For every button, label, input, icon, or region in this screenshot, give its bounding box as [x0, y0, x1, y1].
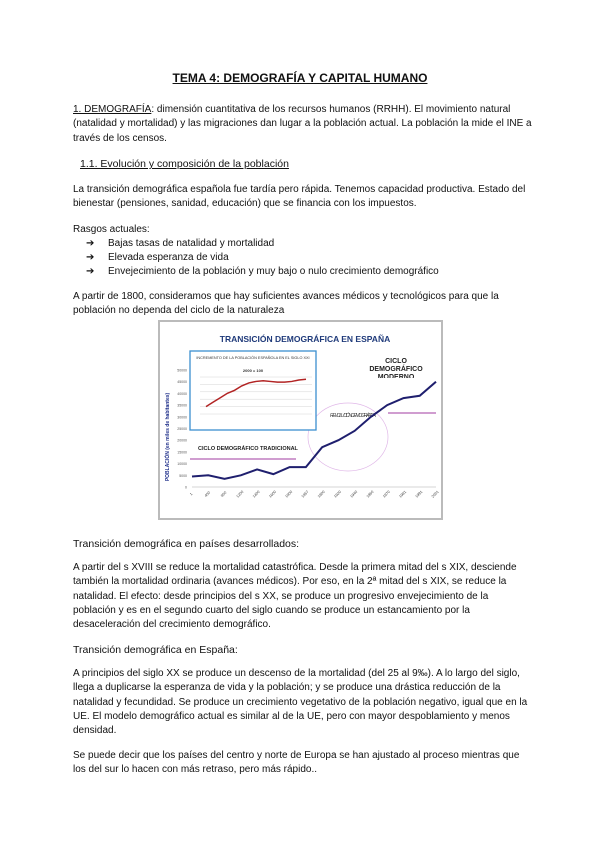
- y-tick-label: 25000: [177, 427, 187, 431]
- list-item-text: Elevada esperanza de vida: [108, 252, 229, 263]
- inset-subtitle: 2000 = 100: [242, 368, 264, 373]
- x-tick-label: 1981: [398, 489, 408, 499]
- x-tick-label: 1920: [333, 489, 343, 499]
- chart-title: TRANSICIÓN DEMOGRÁFICA EN ESPAÑA: [219, 334, 391, 344]
- y-tick-label: 15000: [177, 450, 187, 455]
- heading-spain: Transición demográfica en España:: [73, 644, 238, 656]
- arrow-icon: ➔: [86, 252, 95, 263]
- y-tick-label: 20000: [177, 438, 187, 443]
- x-tick-label: 1940: [349, 489, 359, 499]
- section-heading: 1.1. Evolución y composición de la población: [80, 158, 289, 170]
- page-title: TEMA 4: DEMOGRAFÍA Y CAPITAL HUMANO: [172, 71, 428, 85]
- annotation-revolution: REVOLUCIÓN DEMOGRÁFICA: [330, 413, 376, 419]
- list-item: [86, 237, 274, 251]
- y-tick-label: 5000: [179, 473, 187, 478]
- x-tick-label: 1960: [365, 489, 375, 499]
- intro-text: : dimensión cuantitativa de los recursos humanos (RRHH). El movimiento natural (natalidad y mortalidad) y las migraciones dan lugar a la población actual. La población la mide el INE a través de los censos.: [73, 104, 532, 144]
- x-tick-label: 2001: [430, 489, 440, 499]
- spain-paragraph: A principios del siglo XX se produce un descenso de la mortalidad (del 25 al 9‰). A lo largo del siglo, llega a duplicarse la esperanza de vida y la población; y se produce una drástica reducción de la natalidad y fecundidad. Se produce un crecimiento vegetativo de la población negativo, igual que en la UE. El modelo demográfico actual es similar al de la UE, pero con mayor despoblamiento y menos densidad.: [73, 668, 528, 737]
- x-tick-label: 400: [203, 490, 212, 498]
- inset-title: INCREMENTO DE LA POBLACIÓN ESPAÑOLA EN EL SIGLO XXI: [196, 356, 310, 360]
- y-tick-label: 30000: [177, 415, 187, 420]
- y-tick-label: 10000: [177, 462, 187, 467]
- y-tick-label: 40000: [177, 391, 187, 396]
- developed-countries-paragraph: A partir del s XVIII se reduce la mortalidad catastrófica. Desde la primera mitad del s XIX, desciende también la mortalidad ordinaria (avances médicos). Por eso, en la 2ª mitad del s XIX, se reduce la natalidad. El efecto: desde principios del s XX, se produce un progresivo envejecimiento de la población y es en el segundo cuarto del siglo cuando se produce un estancamiento por la desaceleración del crecimiento demográfico.: [73, 562, 517, 631]
- x-tick-label: 1400: [251, 489, 261, 499]
- list-item: [86, 265, 439, 279]
- y-tick-label: 35000: [177, 403, 187, 408]
- transition-paragraph: La transición demográfica española fue tardía pero rápida. Tenemos capacidad productiva. Estado del bienestar (pensiones, sanidad, educación) que se financia con los impuestos.: [73, 184, 526, 210]
- y-tick-label: 45000: [177, 380, 187, 385]
- para-1800: A partir de 1800, consideramos que hay suficientes avances médicos y tecnológicos para que la población no dependa del ciclo de la naturaleza: [73, 291, 499, 317]
- x-tick-label: 1800: [284, 489, 294, 499]
- x-tick-label: 1857: [300, 489, 310, 499]
- annotation-modern: CICLO DEMOGRÁFICO MODERNO: [369, 358, 423, 378]
- list-item-text: Envejecimiento de la población y muy bajo o nulo crecimiento demográfico: [108, 266, 439, 277]
- x-tick-label: 1: [189, 492, 194, 497]
- rasgos-label: Rasgos actuales:: [73, 224, 150, 235]
- x-tick-label: 1900: [317, 489, 326, 499]
- y-axis-label: POBLACIÓN (en miles de habitantes): [165, 392, 171, 482]
- x-tick-label: 1970: [382, 489, 391, 499]
- annotation-traditional: CICLO DEMOGRÁFICO TRADICIONAL: [198, 446, 298, 452]
- inset-chart-frame: [190, 351, 316, 430]
- heading-developed-countries: Transición demográfica en países desarrollados:: [73, 538, 300, 550]
- europe-paragraph: Se puede decir que los países del centro y norte de Europa se han ajustado al proceso mientras que los del sur lo hacen con más retraso, pero más rápido..: [73, 750, 520, 776]
- x-tick-label: 1991: [414, 489, 424, 499]
- intro-paragraph: [73, 103, 533, 146]
- arrow-icon: ➔: [86, 238, 95, 249]
- population-chart-image: [158, 320, 443, 520]
- x-tick-label: 800: [220, 490, 228, 498]
- intro-term: 1. DEMOGRAFÍA: [73, 104, 152, 115]
- y-tick-label: 50000: [177, 368, 187, 373]
- list-item: [86, 251, 229, 265]
- x-tick-label: 1600: [268, 489, 278, 499]
- list-item-text: Bajas tasas de natalidad y mortalidad: [108, 238, 275, 249]
- x-tick-label: 1200: [235, 489, 245, 499]
- y-tick-label: 0: [185, 485, 187, 490]
- arrow-icon: ➔: [86, 266, 95, 277]
